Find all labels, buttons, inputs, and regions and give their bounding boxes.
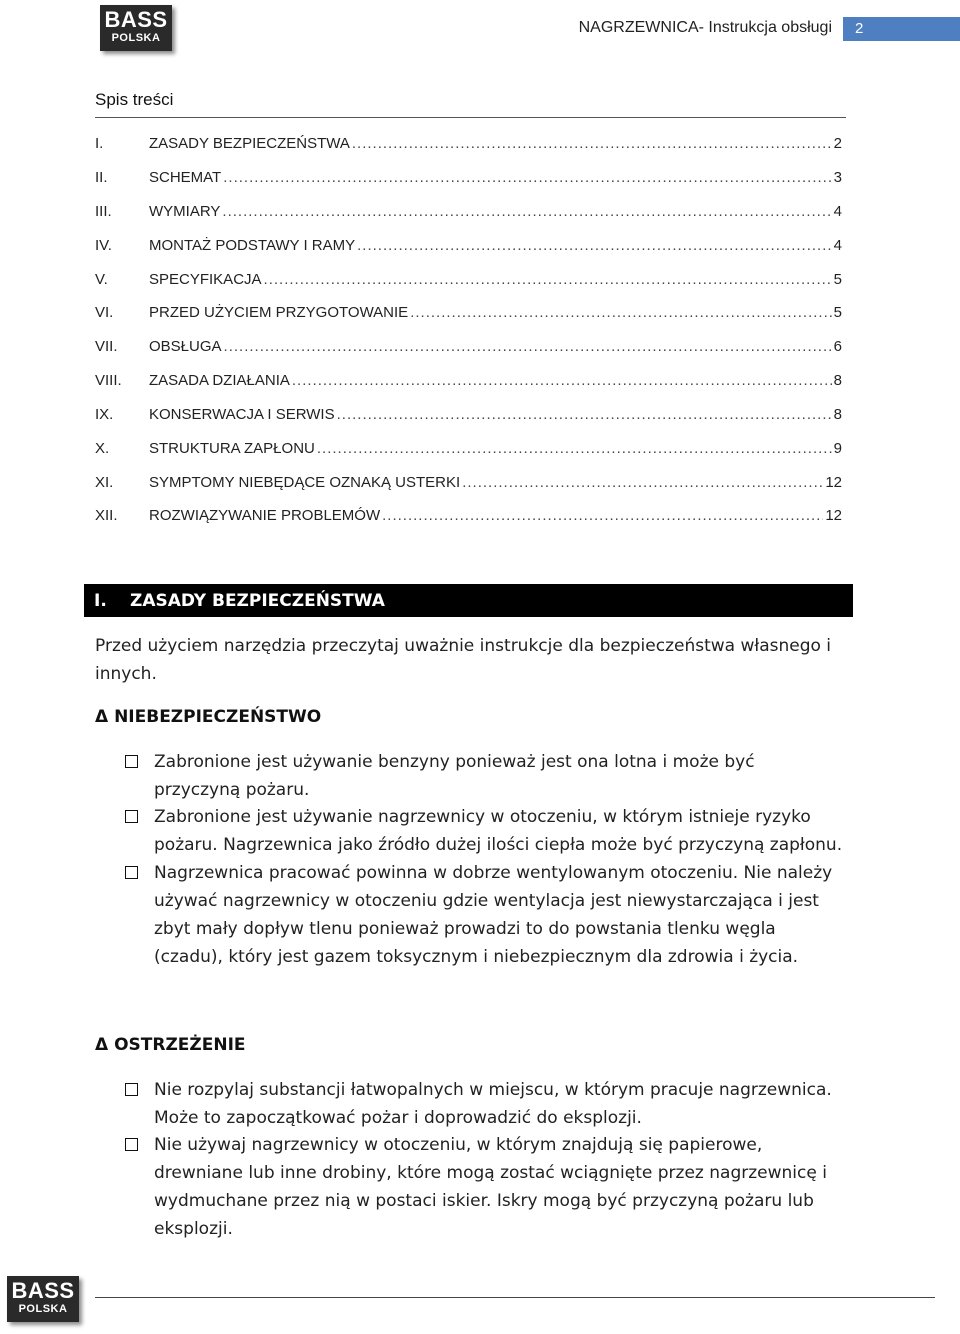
toc-leader-dots xyxy=(337,406,832,423)
toc-entry[interactable] xyxy=(95,169,842,191)
danger-item-text: Nagrzewnica pracować powinna w dobrze wentylowanym otoczeniu. Nie należy używać nagrzewnicy w otoczeniu gdzie wentylacja jest niewystarczająca i jest zbyt mały dopływ tlenu ponieważ prowadzi to do powstania tlenku węgla (czadu), który jest gazem toksycznym i niebezpiecznym dla zdrowia i życia. xyxy=(154,863,833,967)
footer-divider xyxy=(95,1297,935,1298)
toc-divider xyxy=(95,117,846,118)
toc-entry-page: 6 xyxy=(833,338,842,355)
logo-text-main: BASS xyxy=(11,1278,75,1303)
section-heading-bar xyxy=(84,584,853,617)
checkbox-bullet-icon xyxy=(125,866,138,879)
toc-entry-title: SCHEMAT xyxy=(149,169,222,186)
danger-list-item xyxy=(125,748,845,804)
logo-text-sub: POLSKA xyxy=(18,1303,68,1315)
toc-heading: Spis treści xyxy=(95,90,174,109)
toc-leader-dots xyxy=(292,372,832,389)
toc-leader-dots xyxy=(410,304,831,321)
toc-entry[interactable] xyxy=(95,338,842,360)
toc-entry[interactable] xyxy=(95,237,842,259)
toc-entry-page: 2 xyxy=(833,135,842,152)
toc-entry-page: 5 xyxy=(833,304,842,321)
toc-entry-page: 12 xyxy=(825,507,842,524)
danger-list-item xyxy=(125,803,845,859)
toc-entry[interactable] xyxy=(95,507,842,529)
toc-entry-title: MONTAŻ PODSTAWY I RAMY xyxy=(149,237,356,254)
document-title: NAGRZEWNICA- Instrukcja obsługi xyxy=(578,19,832,36)
toc-entry-title: ZASADA DZIAŁANIA xyxy=(149,372,290,389)
toc-entry-title: STRUKTURA ZAPŁONU xyxy=(149,440,315,457)
toc-entry-number: II. xyxy=(95,169,108,186)
logo-text-main: BASS xyxy=(104,7,168,32)
toc-entry-page: 8 xyxy=(833,406,842,423)
toc-entry-page: 8 xyxy=(833,372,842,389)
warning-item-text: Nie rozpylaj substancji łatwopalnych w miejscu, w którym pracuje nagrzewnica. Może to zapoczątkować pożar i doprowadzić do eksplozji. xyxy=(154,1080,832,1128)
warning-list-item xyxy=(125,1076,845,1132)
toc-leader-dots xyxy=(357,237,832,254)
toc-entry-number: VI. xyxy=(95,304,114,321)
toc-entry-title: OBSŁUGA xyxy=(149,338,222,355)
checkbox-bullet-icon xyxy=(125,1138,138,1151)
intro-paragraph: Przed użyciem narzędzia przeczytaj uważnie instrukcje dla bezpieczeństwa własnego i innych. xyxy=(95,636,832,684)
toc-leader-dots xyxy=(352,135,832,152)
warning-item-text: Nie używaj nagrzewnicy w otoczeniu, w którym znajdują się papierowe, drewniane lub inne drobiny, które mogą zostać wciągnięte przez nagrzewnicę i wydmuchane przez nią w postaci iskier. Iskry mogą być przyczyną pożaru lub eksplozji. xyxy=(154,1135,827,1239)
toc-entry-title: SYMPTOMY NIEBĘDĄCE OZNAKĄ USTERKI xyxy=(149,474,461,491)
toc-leader-dots xyxy=(224,338,832,355)
toc-leader-dots xyxy=(264,271,832,288)
logo-text-sub: POLSKA xyxy=(111,32,161,44)
checkbox-bullet-icon xyxy=(125,1083,138,1096)
checkbox-bullet-icon xyxy=(125,810,138,823)
toc-entry-number: XI. xyxy=(95,474,114,491)
toc-entry-number: VIII. xyxy=(95,372,122,389)
danger-item-text: Zabronione jest używanie nagrzewnicy w otoczeniu, w którym istnieje ryzyko pożaru. Nagrzewnica jako źródło dużej ilości ciepła może być przyczyną zapłonu. xyxy=(154,807,843,855)
toc-leader-dots xyxy=(382,507,823,524)
page-number: 2 xyxy=(843,17,960,41)
toc-entry-page: 12 xyxy=(825,474,842,491)
toc-entry-number: X. xyxy=(95,440,110,457)
section-title: ZASADY BEZPIECZEŃSTWA xyxy=(130,590,385,611)
toc-entry[interactable] xyxy=(95,203,842,225)
toc-entry-number: I. xyxy=(95,135,104,152)
toc-entry-page: 4 xyxy=(833,203,842,220)
footer-brand-logo xyxy=(7,1276,79,1322)
toc-entry-page: 3 xyxy=(833,169,842,186)
warning-list-item xyxy=(125,1131,845,1243)
toc-entry-number: VII. xyxy=(95,338,118,355)
section-number: I. xyxy=(94,590,107,611)
toc-entry[interactable] xyxy=(95,135,842,157)
toc-entry[interactable] xyxy=(95,406,842,428)
toc-entry[interactable] xyxy=(95,271,842,293)
danger-item-text: Zabronione jest używanie benzyny ponieważ jest ona lotna i może być przyczyną pożaru. xyxy=(154,752,755,800)
toc-entry-number: V. xyxy=(95,271,108,288)
toc-entry-number: IV. xyxy=(95,237,112,254)
toc-entry-page: 5 xyxy=(833,271,842,288)
toc-entry-page: 9 xyxy=(833,440,842,457)
toc-entry[interactable] xyxy=(95,474,842,496)
warning-heading: Δ OSTRZEŻENIE xyxy=(95,1035,246,1055)
toc-leader-dots xyxy=(223,169,831,186)
toc-entry-title: ZASADY BEZPIECZEŃSTWA xyxy=(149,135,350,152)
toc-entry-title: PRZED UŻYCIEM PRZYGOTOWANIE xyxy=(149,304,409,321)
danger-heading: Δ NIEBEZPIECZEŃSTWO xyxy=(95,707,322,727)
toc-entry[interactable] xyxy=(95,440,842,462)
toc-entry-number: IX. xyxy=(95,406,114,423)
toc-entry-title: KONSERWACJA I SERWIS xyxy=(149,406,335,423)
toc-entry[interactable] xyxy=(95,304,842,326)
toc-entry-page: 4 xyxy=(833,237,842,254)
toc-entry-number: III. xyxy=(95,203,112,220)
toc-entry[interactable] xyxy=(95,372,842,394)
toc-entry-number: XII. xyxy=(95,507,118,524)
toc-entry-title: WYMIARY xyxy=(149,203,221,220)
toc-entry-title: ROZWIĄZYWANIE PROBLEMÓW xyxy=(149,507,381,524)
toc-entry-title: SPECYFIKACJA xyxy=(149,271,262,288)
toc-leader-dots xyxy=(317,440,832,457)
danger-list-item xyxy=(125,859,845,971)
toc-leader-dots xyxy=(222,203,831,220)
checkbox-bullet-icon xyxy=(125,755,138,768)
toc-leader-dots xyxy=(462,474,823,491)
brand-logo xyxy=(100,5,172,51)
